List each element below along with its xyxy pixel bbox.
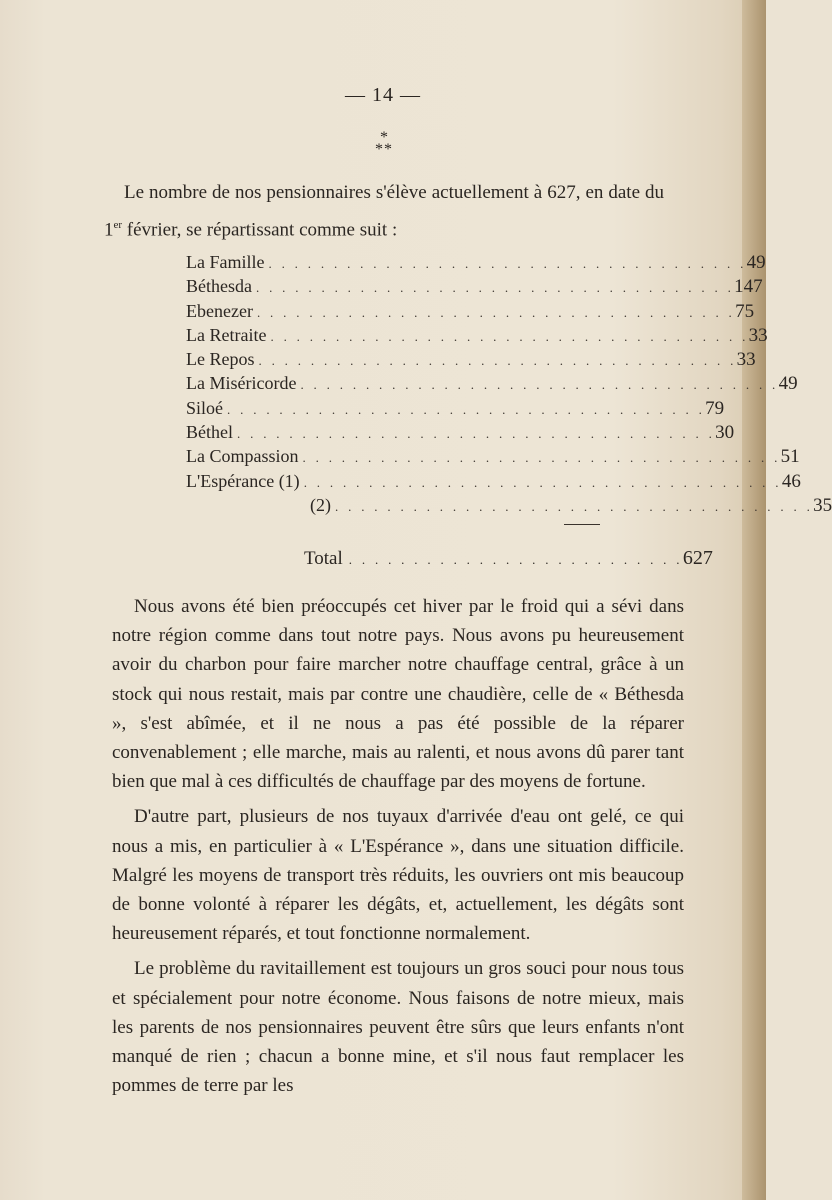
house-count: 46 xyxy=(781,470,801,492)
dot-leader: . . . . . . . . . . . . . . . . . . . . . . . . . . . . . . . . . . . . . xyxy=(255,280,735,296)
table-row xyxy=(186,299,755,323)
dot-leader: . . . . . . . . . . . . . . . . . . . . . . . . . . . . . . . . . . . . . xyxy=(270,328,749,344)
house-name: La Famille xyxy=(186,252,265,272)
total-value: 627 xyxy=(682,547,713,569)
dot-leader: . . . . . . . . . . . . . . . . . . . . . . . . . . . . . . . . . . . . . xyxy=(303,474,782,490)
house-count: 49 xyxy=(778,373,798,395)
dot-leader: . . . . . . . . . . . . . . . . . . . . . . . . . . . . . . . . . . . . . xyxy=(300,377,779,393)
table-row xyxy=(186,396,725,420)
dot-leader: . . . . . . . . . . . . . . . . . . . . . . . . . . . . . . . . . . . . . xyxy=(227,401,706,417)
residents-table xyxy=(186,250,832,569)
dot-leader: . . . . . . . . . . . . . . . . . . . . . . . . . . . . . . . . . . . . . xyxy=(256,304,736,320)
page-edge xyxy=(742,0,766,1200)
intro-text-start: Le nombre de nos pensionnaires s'élève actuellement à 627, en date du 1 xyxy=(104,182,664,241)
table-row xyxy=(186,323,768,347)
house-name: La Retraite xyxy=(186,324,267,345)
table-row xyxy=(186,493,832,517)
table-row xyxy=(186,469,801,493)
intro-superscript: er xyxy=(113,219,123,231)
sum-rule xyxy=(564,524,600,525)
house-count: 30 xyxy=(715,422,735,444)
table-row xyxy=(186,371,798,395)
house-name: (2) xyxy=(310,494,331,515)
body-text xyxy=(112,592,684,1106)
table-row xyxy=(186,420,735,444)
house-count: 33 xyxy=(748,324,768,346)
table-row xyxy=(186,250,766,274)
total-row xyxy=(304,546,713,572)
house-name: L'Espérance (1) xyxy=(186,470,300,491)
table-row xyxy=(186,347,756,371)
table-row xyxy=(186,274,763,298)
house-name: Béthel xyxy=(186,422,233,443)
total-label: Total xyxy=(304,548,343,569)
house-name: Le Repos xyxy=(186,349,255,370)
table-row xyxy=(186,444,800,468)
house-count: 75 xyxy=(735,300,755,322)
intro-text-end: février, se répartissant comme suit : xyxy=(122,219,398,241)
house-count: 147 xyxy=(734,276,763,298)
house-name: Ebenezer xyxy=(186,300,253,321)
paragraph-water-pipes: D'autre part, plusieurs de nos tuyaux d'arrivée d'eau ont gelé, ce qui nous a mis, en particulier à « L'Espérance », dans une situation difficile. Malgré les moyens de transport très réduits, les ouvriers ont mis beaucoup de bonne volonté à réparer les dégâts, et, actuellement, les dégâts sont heureusement réparés, et tout fonctionne normalement. xyxy=(112,806,684,945)
dot-leader: . . . . . . . . . . . . . . . . . . . . . . . . . . . . . . . . . . . . . xyxy=(237,426,716,442)
asterism-bottom: ** xyxy=(375,141,393,158)
house-count: 49 xyxy=(746,252,766,273)
page-number: — 14 — xyxy=(345,84,421,106)
dot-leader: . . . . . . . . . . . . . . . . . . . . . . . . . . . . . . . . . . . . . xyxy=(268,256,747,271)
house-count: 35 xyxy=(813,494,832,516)
house-name: Béthesda xyxy=(186,276,252,297)
dot-leader: . . . . . . . . . . . . . . . . . . . . . . . . . . . . . . . . . . . . . xyxy=(302,450,781,466)
paragraph-supplies: Le problème du ravitaillement est toujours un gros souci pour nous tous et spécialement pour notre économe. Nous faisons de notre mieux, mais les parents de nos pensionnaires peuvent être sûrs que leurs enfants n'ont manqué de rien ; chacun a bonne mine, et s'il nous faut remplacer les pommes de terre par les xyxy=(112,958,684,1097)
house-count: 33 xyxy=(736,349,756,371)
paragraph-heating: Nous avons été bien préoccupés cet hiver par le froid qui a sévi dans notre région comme dans tout notre pays. Nous avons pu heureusement avoir du charbon pour faire marcher notre chauffage central, grâce à un stock qui nous restait, mais par contre une chaudière, celle de « Béthesda », s'est abîmée, et il ne nous a pas été possible de la réparer convenablement ; elle marche, mais au ralenti, et nous avons dû parer tant bien que mal à ces difficultés de chauffage par des moyens de fortune. xyxy=(112,596,684,793)
intro-paragraph xyxy=(104,176,664,246)
house-count: 51 xyxy=(780,446,800,468)
dot-leader: . . . . . . . . . . . . . . . . . . . . . . . . . . . . . . . . . . . . . xyxy=(258,353,737,369)
dot-leader: . . . . . . . . . . . . . . . . . . . . . . . . . . . . . . . . . . . . . xyxy=(335,498,814,514)
house-name: Siloé xyxy=(186,397,224,418)
dot-leader: . . . . . . . . . . . . . . . . . . . . . . . . . . xyxy=(348,552,683,567)
asterism-ornament xyxy=(372,129,396,158)
asterism-top: * xyxy=(380,129,388,146)
house-count: 79 xyxy=(705,397,725,419)
house-name: La Compassion xyxy=(186,446,299,467)
house-name: La Miséricorde xyxy=(186,373,297,394)
